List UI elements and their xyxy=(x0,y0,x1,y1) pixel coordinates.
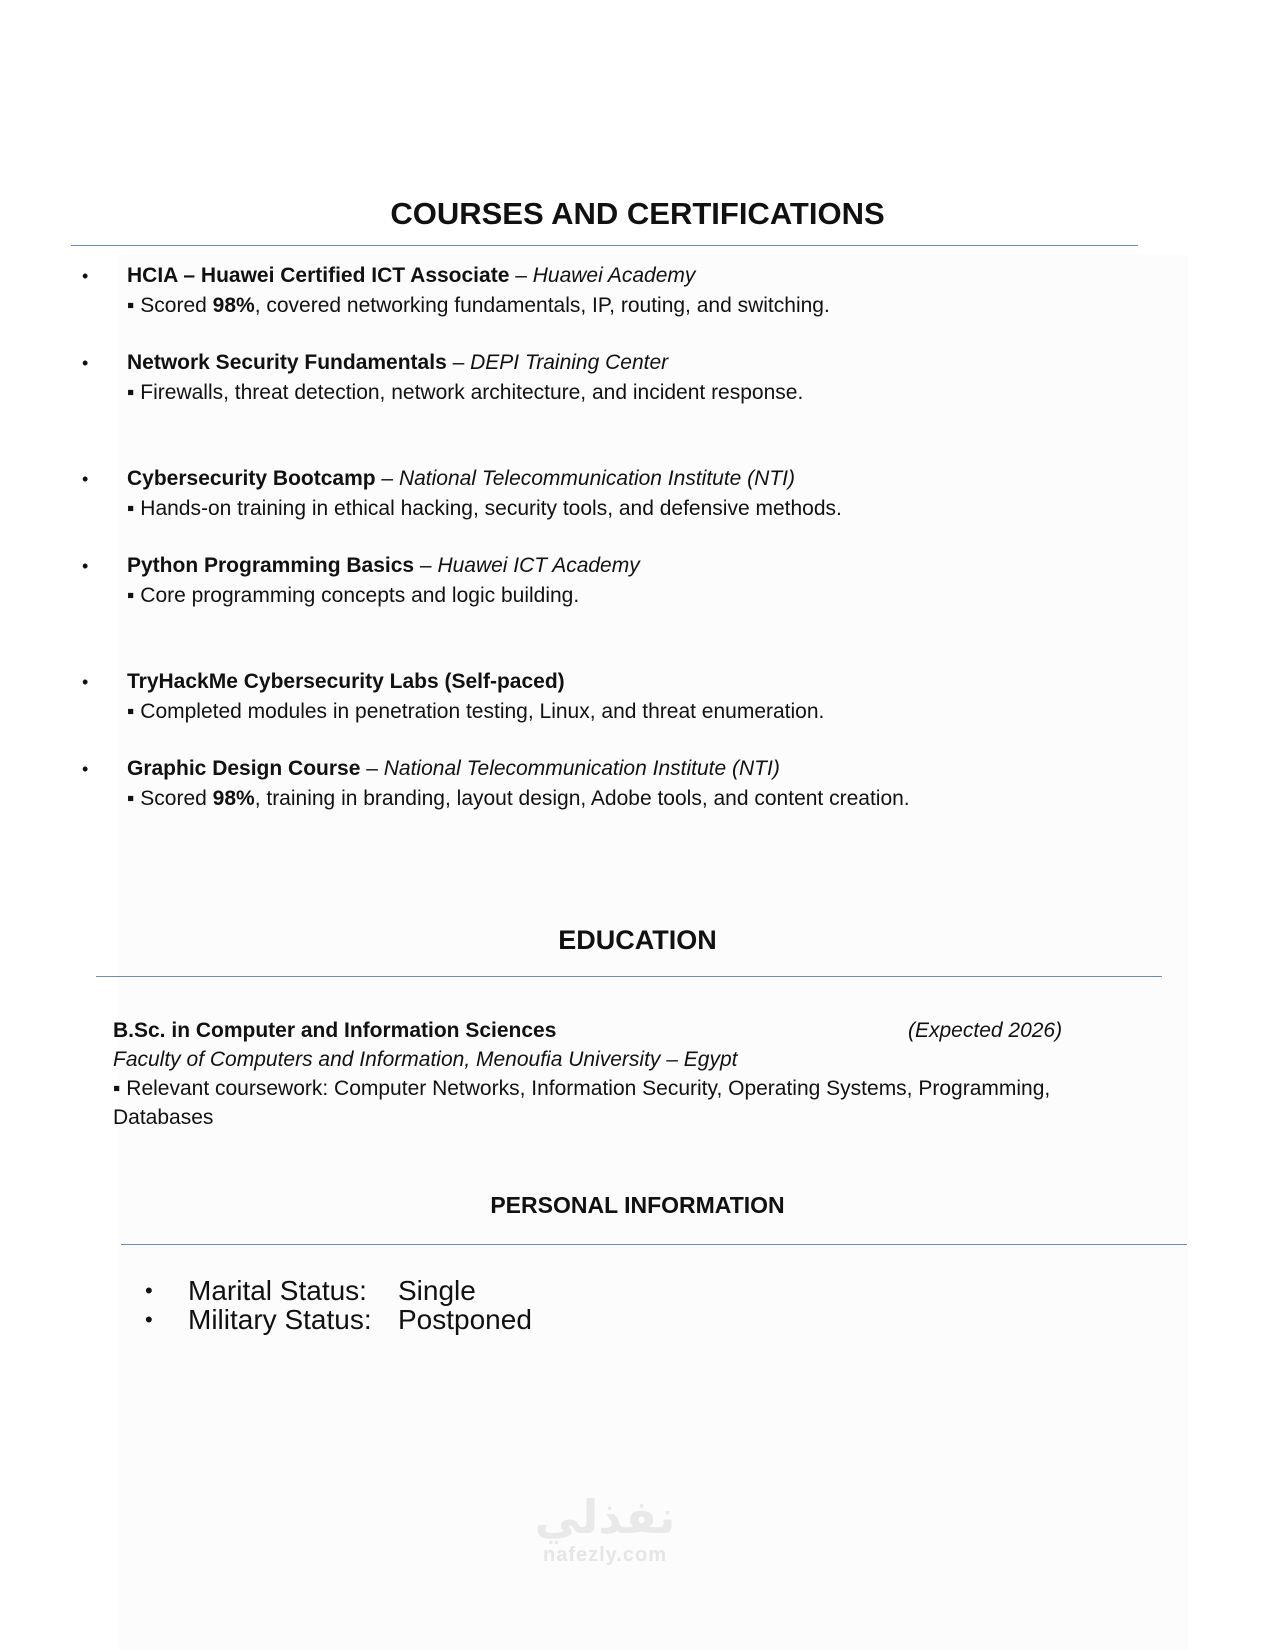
course-detail: ▪ Core programming concepts and logic building. xyxy=(127,584,580,607)
bullet-icon: • xyxy=(145,1278,153,1303)
coursework-line-continued: Databases xyxy=(113,1106,214,1129)
education-divider xyxy=(96,976,1162,977)
course-name: Graphic Design Course xyxy=(127,757,361,780)
course-name: HCIA – Huawei Certified ICT Associate xyxy=(127,264,510,287)
course-name: Network Security Fundamentals xyxy=(127,351,447,374)
bullet-icon: • xyxy=(82,556,89,576)
course-provider: National Telecommunication Institute (NTI) xyxy=(398,467,795,490)
course-detail: ▪ Firewalls, threat detection, network architecture, and incident response. xyxy=(127,381,804,404)
course-detail: ▪ Completed modules in penetration testing, Linux, and threat enumeration. xyxy=(127,700,825,723)
degree-title: B.Sc. in Computer and Information Sciences xyxy=(113,1019,557,1042)
courses-section-title: COURSES AND CERTIFICATIONS xyxy=(390,196,885,231)
bullet-icon: • xyxy=(82,672,89,692)
degree-expected-date: (Expected 2026) xyxy=(908,1019,1063,1042)
course-provider: Huawei Academy xyxy=(532,264,696,287)
course-detail: ▪ Scored 98%, training in branding, layout design, Adobe tools, and content creation. xyxy=(127,787,910,810)
course-detail: ▪ Hands-on training in ethical hacking, security tools, and defensive methods. xyxy=(127,497,842,520)
bullet-icon: • xyxy=(82,759,89,779)
watermark-url: nafezly.com xyxy=(543,1544,667,1566)
course-provider: National Telecommunication Institute (NTI) xyxy=(383,757,780,780)
education-section-title: EDUCATION xyxy=(558,925,717,955)
personal-label: Marital Status: xyxy=(188,1275,367,1306)
bullet-icon: • xyxy=(82,266,89,286)
bullet-icon: • xyxy=(145,1307,153,1332)
course-name: TryHackMe Cybersecurity Labs (Self-paced) xyxy=(127,670,565,693)
watermark-logo: نفذلي xyxy=(534,1491,676,1543)
faculty-name: Faculty of Computers and Information, Menoufia University – Egypt xyxy=(113,1048,738,1071)
course-detail: ▪ Scored 98%, covered networking fundamentals, IP, routing, and switching. xyxy=(127,294,830,317)
personal-label: Military Status: xyxy=(188,1304,372,1335)
course-name: Python Programming Basics xyxy=(127,554,415,577)
personal-value: Postponed xyxy=(398,1304,532,1335)
personal-value: Single xyxy=(398,1275,476,1306)
coursework-line: ▪ Relevant coursework: Computer Networks, Information Security, Operating Systems, Programming, xyxy=(113,1077,1051,1100)
course-name: Cybersecurity Bootcamp xyxy=(127,467,376,490)
bullet-icon: • xyxy=(82,469,89,489)
course-provider: DEPI Training Center xyxy=(470,351,669,374)
courses-divider xyxy=(71,245,1138,246)
personal-divider xyxy=(121,1244,1187,1245)
course-provider: Huawei ICT Academy xyxy=(437,554,640,577)
bullet-icon: • xyxy=(82,353,89,373)
personal-section-title: PERSONAL INFORMATION xyxy=(490,1192,785,1218)
